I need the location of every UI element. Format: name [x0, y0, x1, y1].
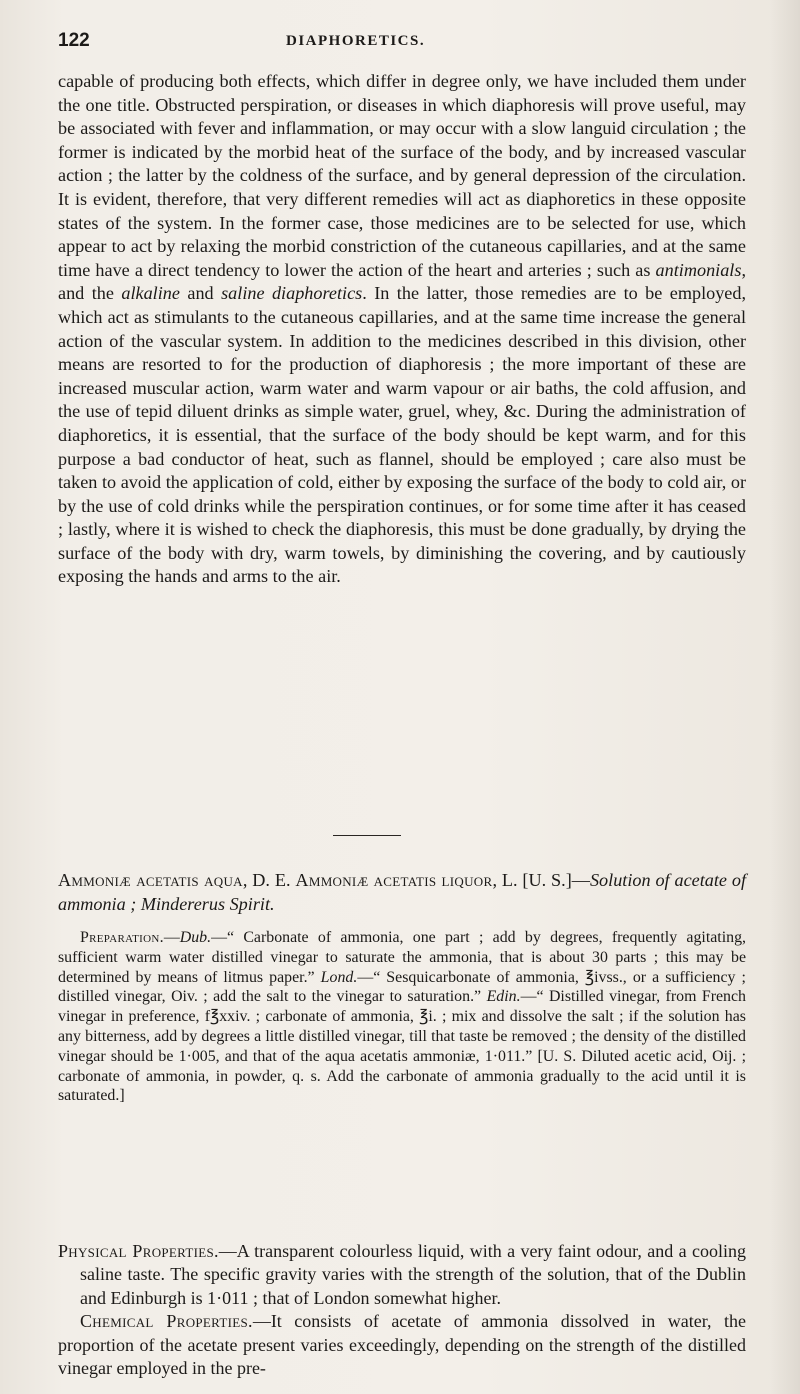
physical-properties-label: Physical Properties.: [58, 1241, 219, 1261]
lond-text: —“ Sesquicarbonate of ammonia, ℥ivss., or a sufficiency ; distilled vinegar, Oiv. ; add the salt to the vinegar to saturation.”: [58, 968, 746, 1006]
term-saline-diaphoretics: saline diaphoretics: [221, 283, 363, 304]
page-header: [58, 30, 738, 60]
page-number: 122: [58, 30, 90, 51]
chemical-properties-label: Chemical Properties.: [80, 1311, 253, 1332]
edin-text: —“ Distilled vinegar, from French vinegar in preference, f℥xxiv. ; carbonate of ammonia, ℥i. ; mix and dissolve the salt ; if the solution has any bitterness, add by degrees a little distilled vinegar, till that taste be removed ; the density of the distilled vinegar should be 1·005, and that of the aqua acetatis ammoniæ, 1·011.” [U. S. Diluted acetic acid, Oij. ; carbonate of ammonia, in powder, q. s. Add the carbonate of ammonia gradually to the acid until it is saturated.]: [58, 988, 746, 1105]
heading-name-liquor: Ammoniæ acetatis liquor: [295, 870, 493, 890]
section-divider: [333, 835, 401, 836]
pharmacopoeia-dub: Dub.: [179, 929, 212, 946]
pharmacopoeia-lond: Lond.: [320, 968, 358, 986]
dub-text: —“ Carbonate of ammonia, one part ; add by degrees, frequently agitating, sufficient warm water distilled vinegar to saturate the ammonia, that is about 30 parts ; this may be determined by means of litmus paper.”: [58, 929, 746, 986]
heading-subtitle: Solution of acetate of ammonia ; Mindererus Spirit.: [58, 870, 747, 914]
running-head: DIAPHORETICS.: [286, 33, 426, 49]
heading-name-aqua: Ammoniæ acetatis aqua: [58, 870, 243, 890]
intro-and: and: [187, 283, 214, 304]
intro-paragraph: [58, 70, 746, 589]
chemical-properties-paragraph: [58, 1310, 746, 1380]
physical-properties-text: —A transparent colourless liquid, with a very faint odour, and a cooling saline taste. The specific gravity varies with the strength of the solution, that of the Dublin and Edinburgh is 1·011 ; that of London somewhat higher.: [80, 1241, 746, 1308]
heading-abbr-l: , L.: [492, 870, 518, 890]
intro-connector: , and the: [58, 259, 746, 304]
heading-us: [U. S.]—: [522, 870, 590, 890]
preparation-dash: —: [163, 929, 180, 946]
pharmacopoeia-edin: Edin.: [486, 988, 521, 1006]
heading-abbr-de: , D. E.: [242, 870, 291, 890]
term-antimonials: antimonials: [655, 259, 742, 280]
section-heading: [58, 868, 746, 916]
physical-properties-paragraph: [58, 1240, 746, 1310]
intro-text-part1: capable of producing both effects, which differ in degree only, we have included them under the one title. Obstructed perspiration, or diseases in which diaphoresis will prove useful, may be associated with fever and inflammation, or may occur with a slow languid circulation ; the former is indicated by the morbid heat of the surface of the body, and by increased vascular action ; the latter by the coldness of the surface, and by general depression of the circulation. It is evident, therefore, that very different remedies will act as diaphoretics in these opposite states of the system. In the former case, those medicines are to be selected for use, which appear to act by relaxing the morbid constriction of the cutaneous capillaries, and at the same time have a direct tendency to lower the action of the heart and arteries ; such as: [58, 71, 746, 280]
preparation-paragraph: [58, 928, 746, 1106]
page-edge-shadow: [770, 0, 800, 1394]
preparation-label: Preparation.: [80, 929, 164, 946]
intro-text-part2: . In the latter, those remedies are to be employed, which act as stimulants to the cutaneous capillaries, and at the same time increase the general action of the vascular system. In addition to the medicines described in this division, other means are resorted to for the production of diaphoresis ; the more important of these are increased muscular action, warm water and warm vapour or air baths, the cold affusion, and the use of tepid diluent drinks as simple water, gruel, whey, &c. During the administration of diaphoretics, it is essential, that the surface of the body should be kept warm, and for this purpose a bad conductor of heat, such as flannel, should be employed ; care also must be taken to avoid the application of cold, either by exposing the surface of the body to cold air, or by the use of cold drinks while the perspiration continues, or for some time after it has ceased ; lastly, where it is wished to check the diaphoresis, this must be done gradually, by drying the surface of the body with dry, warm towels, by diminishing the covering, and by cautiously exposing the hands and arms to the air.: [58, 283, 747, 587]
properties-section: [58, 1240, 746, 1380]
term-alkaline: alkaline: [121, 283, 180, 304]
chemical-properties-text: —It consists of acetate of ammonia dissolved in water, the proportion of the acetate present varies exceedingly, depending on the strength of the distilled vinegar employed in the pre-: [58, 1311, 747, 1379]
